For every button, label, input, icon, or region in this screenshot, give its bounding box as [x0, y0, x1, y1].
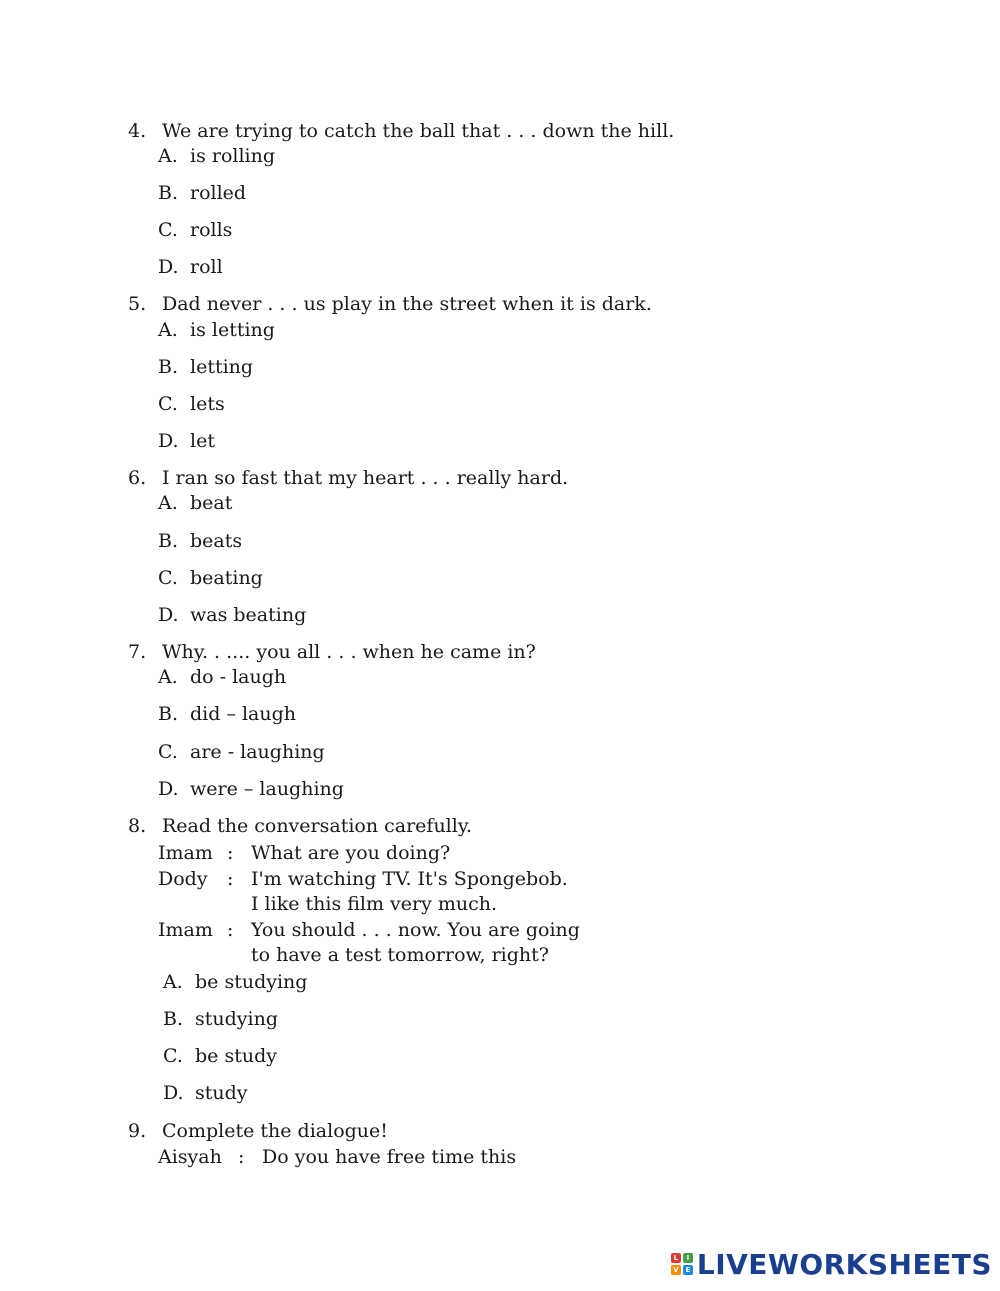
option-letter: C. — [158, 219, 178, 241]
option-text[interactable]: study — [195, 1082, 248, 1104]
dialogue-colon: : — [227, 868, 234, 890]
option-text[interactable]: studying — [195, 1008, 278, 1030]
liveworksheets-logo — [671, 1247, 992, 1281]
option-letter: A. — [158, 145, 178, 167]
option-text[interactable]: lets — [190, 393, 225, 415]
option-letter: D. — [158, 604, 179, 626]
option-text[interactable]: rolls — [190, 219, 233, 241]
option-letter: D. — [158, 778, 179, 800]
option-text[interactable]: do - laugh — [190, 666, 287, 688]
option-letter: A. — [158, 666, 178, 688]
option-letter: C. — [158, 393, 178, 415]
logo-block: I — [683, 1253, 693, 1263]
option-text[interactable]: be study — [195, 1045, 277, 1067]
option-letter: D. — [158, 430, 179, 452]
question-stem: Read the conversation carefully. — [162, 815, 473, 837]
option-letter: A. — [158, 492, 178, 514]
dialogue-colon: : — [227, 919, 234, 941]
option-text[interactable]: is rolling — [190, 145, 276, 167]
logo-block: L — [671, 1253, 681, 1263]
dialogue-speaker: Imam — [158, 842, 213, 864]
question-stem: Dad never . . . us play in the street when it is dark. — [162, 293, 652, 315]
option-letter: C. — [163, 1045, 183, 1067]
dialogue-line: Do you have free time this — [262, 1146, 517, 1168]
dialogue-colon: : — [227, 842, 234, 864]
option-text[interactable]: are - laughing — [190, 741, 325, 763]
question-number: 8. — [128, 815, 147, 837]
option-text[interactable]: beating — [190, 567, 263, 589]
dialogue-speaker: Aisyah — [158, 1146, 222, 1168]
option-text[interactable]: beats — [190, 530, 243, 552]
logo-block: V — [671, 1265, 681, 1275]
dialogue-line: I like this film very much. — [251, 893, 498, 915]
option-text[interactable]: were – laughing — [190, 778, 344, 800]
option-text[interactable]: roll — [190, 256, 223, 278]
question-stem: Complete the dialogue! — [162, 1120, 388, 1142]
dialogue-line: to have a test tomorrow, right? — [251, 944, 549, 966]
option-letter: A. — [163, 971, 183, 993]
option-letter: D. — [158, 256, 179, 278]
question-stem: We are trying to catch the ball that . . . down the hill. — [162, 120, 675, 142]
dialogue-speaker: Dody — [158, 868, 208, 890]
question-number: 7. — [128, 641, 147, 663]
option-letter: C. — [158, 741, 178, 763]
option-text[interactable]: rolled — [190, 182, 247, 204]
option-text[interactable]: did – laugh — [190, 703, 297, 725]
option-text[interactable]: be studying — [195, 971, 308, 993]
question-number: 4. — [128, 120, 147, 142]
dialogue-line: I'm watching TV. It's Spongebob. — [251, 868, 568, 890]
question-stem: Why. . .... you all . . . when he came in? — [162, 641, 536, 663]
logo-block: E — [683, 1265, 693, 1275]
question-number: 5. — [128, 293, 147, 315]
dialogue-colon: : — [238, 1146, 245, 1168]
question-stem: I ran so fast that my heart . . . really hard. — [162, 467, 569, 489]
dialogue-line: What are you doing? — [251, 842, 451, 864]
brand-name: LIVEWORKSHEETS — [696, 1247, 992, 1281]
option-letter: C. — [158, 567, 178, 589]
option-text[interactable]: let — [190, 430, 215, 452]
option-letter: D. — [163, 1082, 184, 1104]
option-letter: B. — [158, 530, 179, 552]
option-text[interactable]: is letting — [190, 319, 275, 341]
option-text[interactable]: beat — [190, 492, 233, 514]
option-letter: B. — [158, 356, 179, 378]
logo-blocks-icon — [671, 1253, 693, 1275]
dialogue-line: You should . . . now. You are going — [251, 919, 580, 941]
dialogue-speaker: Imam — [158, 919, 213, 941]
question-number: 6. — [128, 467, 147, 489]
option-letter: A. — [158, 319, 178, 341]
option-letter: B. — [158, 703, 179, 725]
option-text[interactable]: was beating — [190, 604, 307, 626]
option-letter: B. — [163, 1008, 184, 1030]
option-letter: B. — [158, 182, 179, 204]
option-text[interactable]: letting — [190, 356, 254, 378]
question-number: 9. — [128, 1120, 147, 1142]
